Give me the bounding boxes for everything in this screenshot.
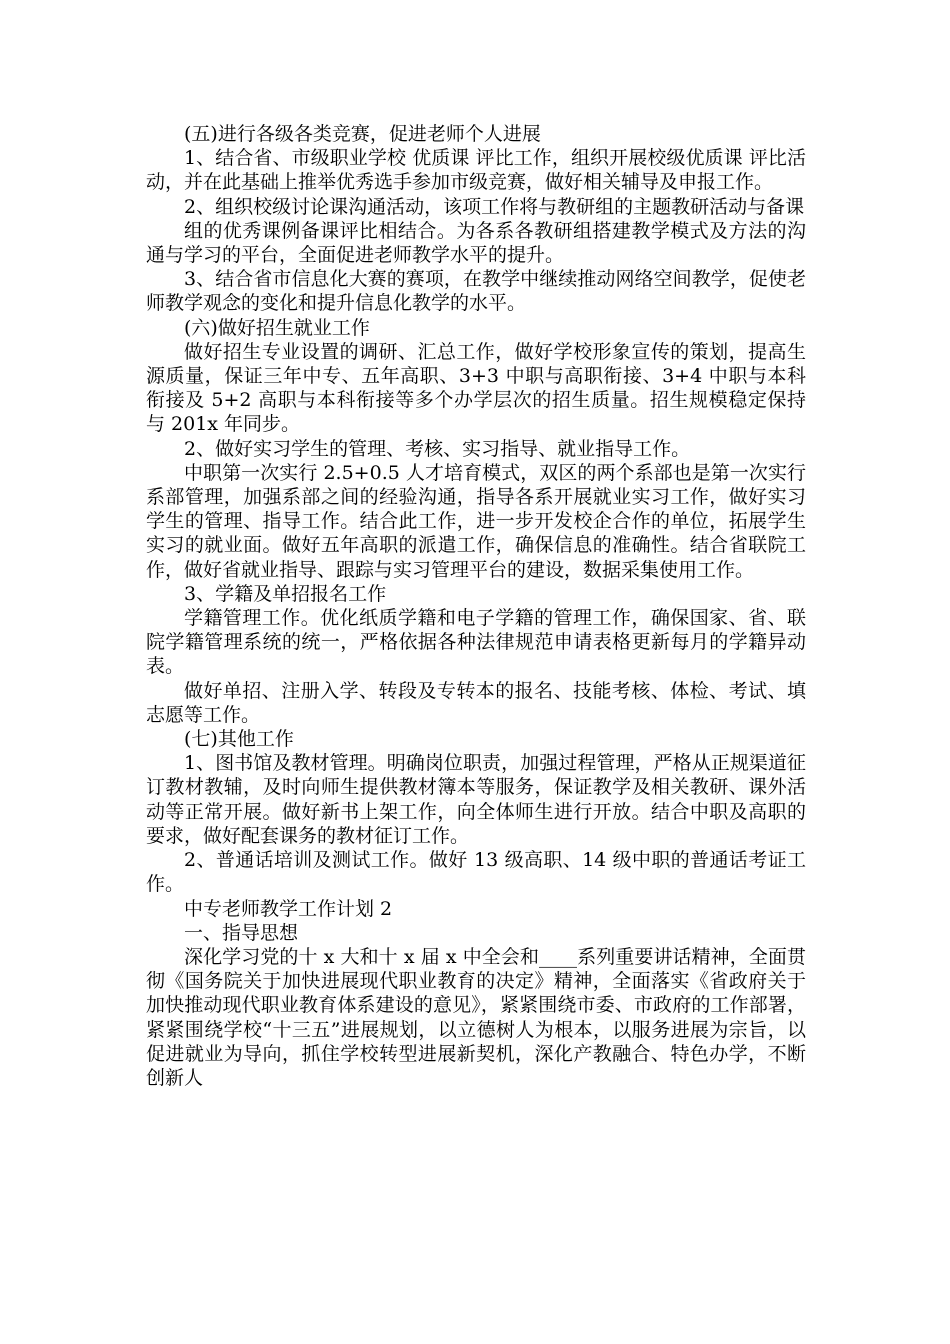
section-heading-5: (五)进行各级各类竞赛，促进老师个人进展	[184, 123, 541, 145]
paragraph: 做好单招、注册入学、转段及专转本的报名、技能考核、体检、考试、填志愿等工作。	[146, 679, 806, 726]
document-title-2: 中专老师教学工作计划 2	[184, 897, 393, 920]
paragraph: 做好招生专业设置的调研、汇总工作，做好学校形象宣传的策划，提高生源质量，保证三年中专、五年高职、3+3 中职与高职衔接、3+4 中职与本科衔接及 5+2 高职与本科衔接等多个办学层次的招生质量。招生规模稳定保持与 201x 年同步。	[146, 340, 806, 436]
document-body	[146, 122, 806, 1090]
paragraph: 学籍管理工作。优化纸质学籍和电子学籍的管理工作，确保国家、省、联院学籍管理系统的统一，严格依据各种法律规范申请表格更新每月的学籍异动表。	[146, 607, 806, 678]
paragraph: 中职第一次实行 2.5+0.5 人才培育模式，双区的两个系部也是第一次实行系部管理，加强系部之间的经验沟通，指导各系开展就业实习工作，做好实习学生的管理、指导工作。结合此工作，进一步开发校企合作的单位，拓展学生实习的就业面。做好五年高职的派遣工作，确保信息的准确性。结合省联院工作，做好省就业指导、跟踪与实习管理平台的建设，数据采集使用工作。	[146, 461, 806, 581]
paragraph: 2、普通话培训及测试工作。做好 13 级高职、14 级中职的普通话考证工作。	[146, 849, 806, 896]
section-heading-7: (七)其他工作	[184, 728, 294, 751]
section-heading-6: (六)做好招生就业工作	[184, 316, 370, 339]
paragraph: 2、做好实习学生的管理、考核、实习指导、就业指导工作。	[184, 437, 691, 460]
paragraph: 3、结合省市信息化大赛的赛项，在教学中继续推动网络空间教学，促使老师教学观念的变化和提升信息化教学的水平。	[146, 268, 806, 315]
paragraph: 1、图书馆及教材管理。明确岗位职责，加强过程管理，严格从正规渠道征订教材教辅，及时向师生提供教材簿本等服务，保证教学及相关教研、课外活动等正常开展。做好新书上架工作，向全体师生进行开放。结合中职及高职的要求，做好配套课务的教材征订工作。	[146, 752, 806, 847]
paragraph: 3、学籍及单招报名工作	[184, 582, 387, 605]
paragraph: 深化学习党的十 x 大和十 x 届 x 中全会和____系列重要讲话精神，全面贯彻《国务院关于加快进展现代职业教育的决定》精神，全面落实《省政府关于加快推动现代职业教育体系建设的意见》，紧紧围绕市委、市政府的工作部署，紧紧围绕学校“十三五”进展规划，以立德树人为根本，以服务进展为宗旨，以促进就业为导向，抓住学校转型进展新契机，深化产教融合、特色办学，不断创新人	[146, 945, 806, 1089]
section-heading-1: 一、指导思想	[184, 921, 299, 944]
paragraph: 组的优秀课例备课评比相结合。为各系各教研组搭建教学模式及方法的沟通与学习的平台，全面促进老师教学水平的提升。	[146, 219, 806, 267]
paragraph: 1、结合省、市级职业学校 优质课 评比工作，组织开展校级优质课 评比活动，并在此基础上推举优秀选手参加市级竞赛，做好相关辅导及申报工作。	[146, 147, 806, 194]
paragraph: 2、组织校级讨论课沟通活动，该项工作将与教研组的主题教研活动与备课	[184, 195, 805, 218]
